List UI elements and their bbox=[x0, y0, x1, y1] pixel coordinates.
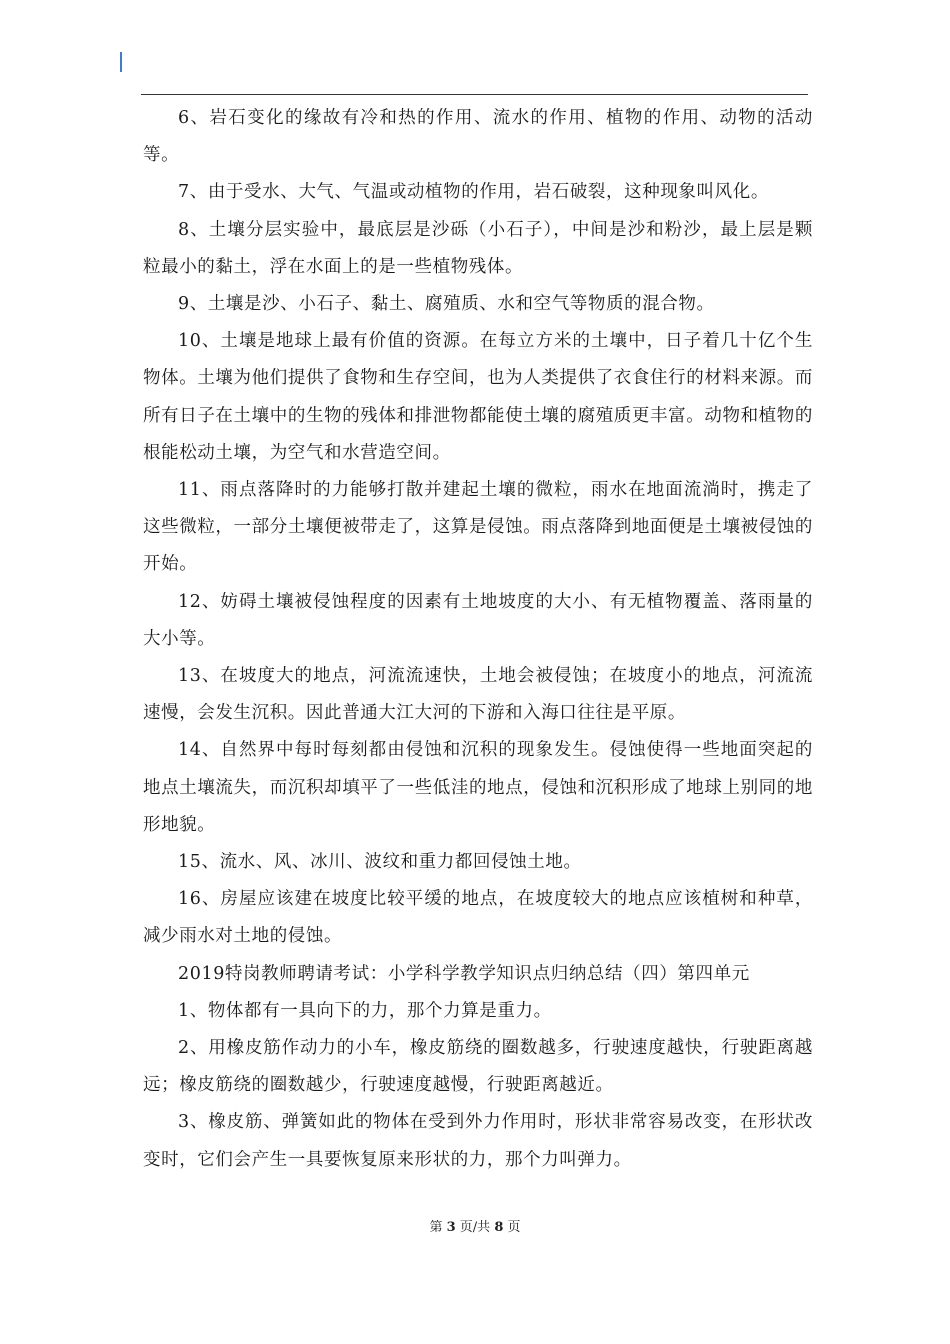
paragraph-7: 7、由于受水、大气、气温或动植物的作用，岩石破裂，这种现象叫风化。 bbox=[178, 182, 769, 203]
paragraph-8: 8、土壤分层实验中，最底层是沙砾（小石子），中间是沙和粉沙，最上层是颗粒最小的黏土，浮在水面上的是一些植物残体。 bbox=[143, 219, 813, 277]
footer-total-pages: 8 bbox=[494, 1220, 504, 1235]
footer-prefix: 第 bbox=[429, 1220, 443, 1235]
unit4-paragraph-1: 1、物体都有一具向下的力，那个力算是重力。 bbox=[178, 1000, 552, 1021]
paragraph-11: 11、雨点落降时的力能够打散并建起土壤的微粒，雨水在地面流淌时，携走了这些微粒，一部分土壤便被带走了，这算是侵蚀。雨点落降到地面便是土壤被侵蚀的开始。 bbox=[143, 480, 813, 575]
page-footer bbox=[0, 1216, 950, 1235]
paragraph-14: 14、自然界中每时每刻都由侵蚀和沉积的现象发生。侵蚀使得一些地面突起的地点土壤流失，而沉积却填平了一些低洼的地点，侵蚀和沉积形成了地球上别同的地形地貌。 bbox=[143, 740, 813, 835]
header-rule bbox=[141, 94, 808, 95]
paragraph-9: 9、土壤是沙、小石子、黏土、腐殖质、水和空气等物质的混合物。 bbox=[178, 294, 715, 315]
footer-suffix: 页 bbox=[507, 1220, 521, 1235]
paragraph-16: 16、房屋应该建在坡度比较平缓的地点，在坡度较大的地点应该植树和种草，减少雨水对土地的侵蚀。 bbox=[143, 889, 813, 947]
paragraph-6: 6、岩石变化的缘故有冷和热的作用、流水的作用、植物的作用、动物的活动等。 bbox=[143, 108, 813, 166]
paragraph-13: 13、在坡度大的地点，河流流速快，土地会被侵蚀；在坡度小的地点，河流流速慢，会发生沉积。因此普通大江大河的下游和入海口往往是平原。 bbox=[143, 666, 813, 724]
paragraph-12: 12、妨碍土壤被侵蚀程度的因素有土地坡度的大小、有无植物覆盖、落雨量的大小等。 bbox=[143, 591, 813, 649]
section-heading-unit-4: 2019特岗教师聘请考试：小学科学教学知识点归纳总结（四）第四单元 bbox=[178, 963, 750, 984]
text-cursor-mark bbox=[120, 52, 122, 72]
footer-middle: 页/共 bbox=[459, 1220, 491, 1235]
footer-current-page: 3 bbox=[446, 1220, 456, 1235]
document-body bbox=[143, 100, 813, 1179]
paragraph-10: 10、土壤是地球上最有价值的资源。在每立方米的土壤中，日子着几十亿个生物体。土壤为他们提供了食物和生存空间，也为人类提供了衣食住行的材料来源。而所有日子在土壤中的生物的残体和排泄物都能使土壤的腐殖质更丰富。动物和植物的根能松动土壤，为空气和水营造空间。 bbox=[143, 331, 813, 463]
unit4-paragraph-3: 3、橡皮筋、弹簧如此的物体在受到外力作用时，形状非常容易改变，在形状改变时，它们会产生一具要恢复原来形状的力，那个力叫弹力。 bbox=[143, 1112, 813, 1170]
paragraph-15: 15、流水、风、冰川、波纹和重力都回侵蚀土地。 bbox=[178, 852, 582, 873]
unit4-paragraph-2: 2、用橡皮筋作动力的小车，橡皮筋绕的圈数越多，行驶速度越快，行驶距离越远；橡皮筋绕的圈数越少，行驶速度越慢，行驶距离越近。 bbox=[143, 1038, 813, 1096]
